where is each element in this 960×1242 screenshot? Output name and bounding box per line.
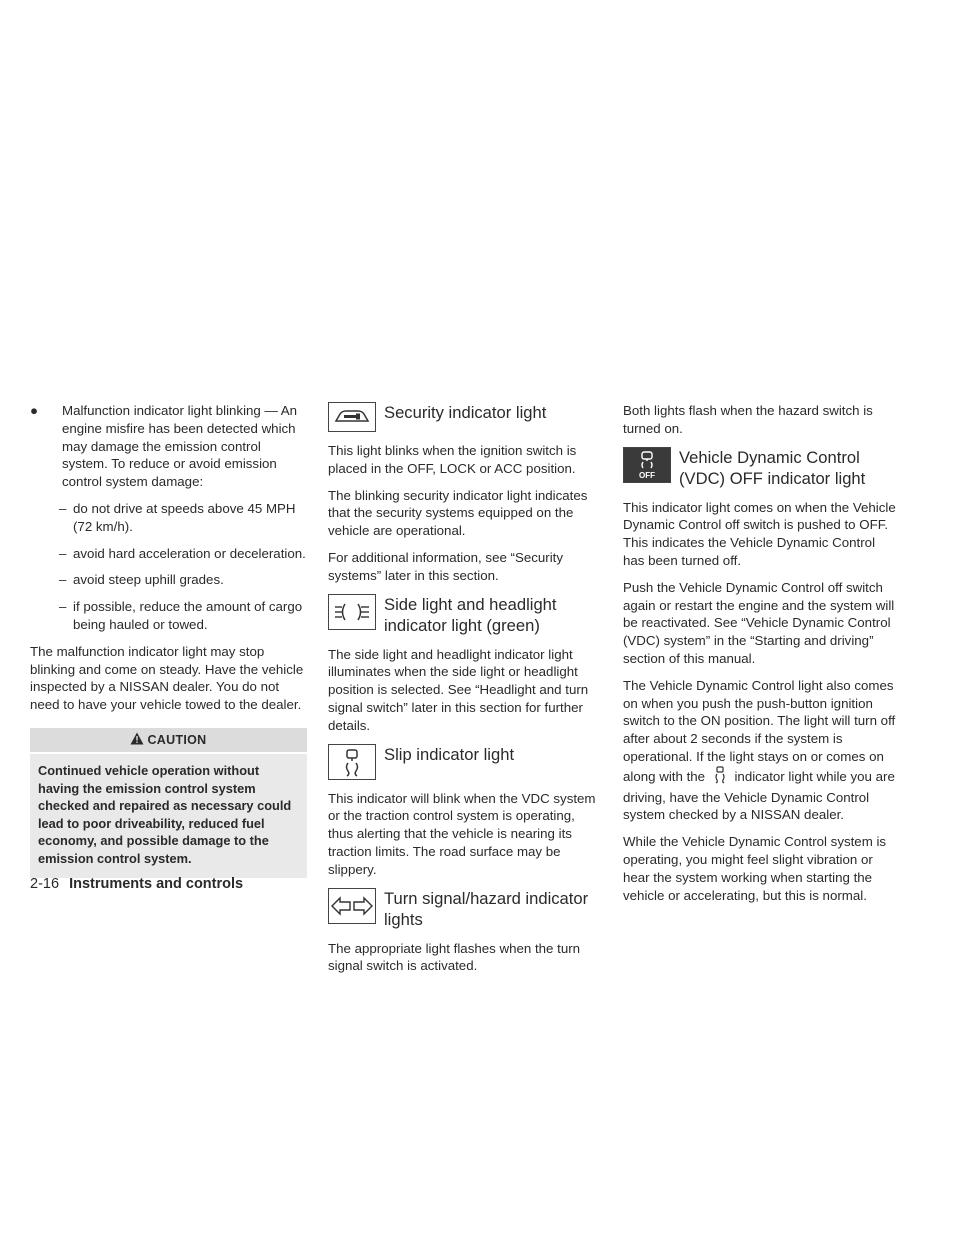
section-title	[384, 594, 557, 636]
column-right	[623, 402, 896, 913]
section-title-line: Side light and headlight	[384, 594, 557, 614]
vdc-off-icon	[623, 447, 671, 483]
sub-item-text: do not drive at speeds above 45 MPH (72 km/h).	[73, 500, 296, 534]
sub-item-text: avoid hard acceleration or deceleration.	[73, 545, 306, 561]
paragraph: This light blinks when the ignition switch is placed in the OFF, LOCK or ACC position.	[328, 443, 577, 476]
paragraph: Both lights flash when the hazard switch is turned on.	[623, 403, 873, 436]
sub-item-text: avoid steep uphill grades.	[73, 572, 224, 588]
turn-signal-icon	[328, 888, 376, 924]
headlight-icon	[328, 594, 376, 630]
turn-heading	[328, 888, 603, 930]
bullet-dot: ●	[30, 403, 39, 418]
paragraph: The malfunction indicator light may stop blinking and come on steady. Have the vehicle inspected by a NISSAN dealer. You do not need to have your vehicle towed to the dealer.	[30, 643, 304, 713]
security-car-icon	[328, 402, 376, 432]
section-title: Slip indicator light	[384, 744, 515, 764]
paragraph: While the Vehicle Dynamic Control system is operating, you might feel slight vibration or hear the system working when starting the vehicle or accelerating, but this is normal.	[623, 834, 887, 903]
slip-inline-icon	[712, 766, 728, 789]
page-footer	[30, 876, 243, 892]
section-title-line: lights	[384, 909, 423, 929]
paragraph	[623, 677, 896, 824]
sub-item-4: – if possible, reduce the amount of cargo being hauled or towed.	[30, 598, 307, 634]
page-number: 2-16	[30, 876, 60, 892]
sidelight-heading	[328, 594, 603, 636]
paragraph: Push the Vehicle Dynamic Control off switch again or restart the engine and the system will be reactivated. See “Vehicle Dynamic Control (VDC) system” in the “Starting and driving” section of this manual.	[623, 579, 895, 666]
bullet-item	[30, 402, 307, 491]
caution-title: CAUTION	[147, 732, 207, 747]
paragraph: This indicator will blink when the VDC system or the traction control system is operating, thus alerting that the vehicle is nearing its traction limits. The road surface may be slippery.	[328, 790, 596, 877]
caution-header	[30, 728, 307, 752]
paragraph: The blinking security indicator light indicates that the security systems equipped on the vehicle are operational.	[328, 487, 588, 539]
section-title-line: indicator light (green)	[384, 615, 540, 635]
sub-item-text: if possible, reduce the amount of cargo being hauled or towed.	[73, 599, 303, 632]
paragraph: The appropriate light flashes when the turn signal switch is activated.	[328, 940, 581, 974]
vdc-heading	[623, 447, 896, 489]
slip-heading	[328, 744, 603, 780]
section-title-line: Turn signal/hazard indicator	[384, 888, 589, 908]
warning-triangle-icon	[130, 729, 144, 753]
sub-item-3: – avoid steep uphill grades.	[30, 571, 307, 589]
section-title: Security indicator light	[384, 403, 547, 422]
paragraph: The side light and headlight indicator light illuminates when the side light or headlight position is selected. See “Headlight and turn signal switch” later in this section for further details.	[328, 646, 589, 733]
section-title-line: (VDC) OFF indicator light	[679, 468, 866, 488]
bullet-text: Malfunction indicator light blinking — An engine misfire has been detected which may damage the emission control system. To reduce or avoid emission control system damage:	[62, 403, 298, 490]
security-heading	[328, 402, 603, 432]
sub-item-1: – do not drive at speeds above 45 MPH (72 km/h).	[30, 500, 307, 536]
paragraph-part: indicator light while you are driving, have the Vehicle Dynamic Control system checked by a NISSAN dealer.	[623, 768, 895, 823]
slip-car-icon	[328, 744, 376, 780]
vdc-off-label: OFF	[639, 470, 655, 480]
column-middle	[328, 402, 603, 984]
caution-text: Continued vehicle operation without having the emission control system checked and repaired as necessary could lead to poor driveability, reduced fuel economy, and possible damage to the emission control system.	[30, 754, 307, 878]
section-title	[384, 888, 588, 930]
section-title-line: Vehicle Dynamic Control	[679, 447, 860, 467]
section-title	[679, 447, 865, 489]
paragraph: For additional information, see “Security systems” later in this section.	[328, 549, 564, 583]
paragraph: This indicator light comes on when the Vehicle Dynamic Control off switch is pushed to OFF. This indicates the Vehicle Dynamic Control has been turned off.	[623, 499, 896, 568]
sub-item-2: – avoid hard acceleration or deceleration.	[59, 545, 306, 561]
paragraph-part: The Vehicle Dynamic Control light also comes on when you push the push-button ignition switch to the ON position. The light will turn off after about 2 seconds if the system is operational. If the light stays on or comes on along with the	[623, 677, 896, 784]
column-left	[30, 402, 307, 878]
section-name: Instruments and controls	[69, 876, 244, 892]
